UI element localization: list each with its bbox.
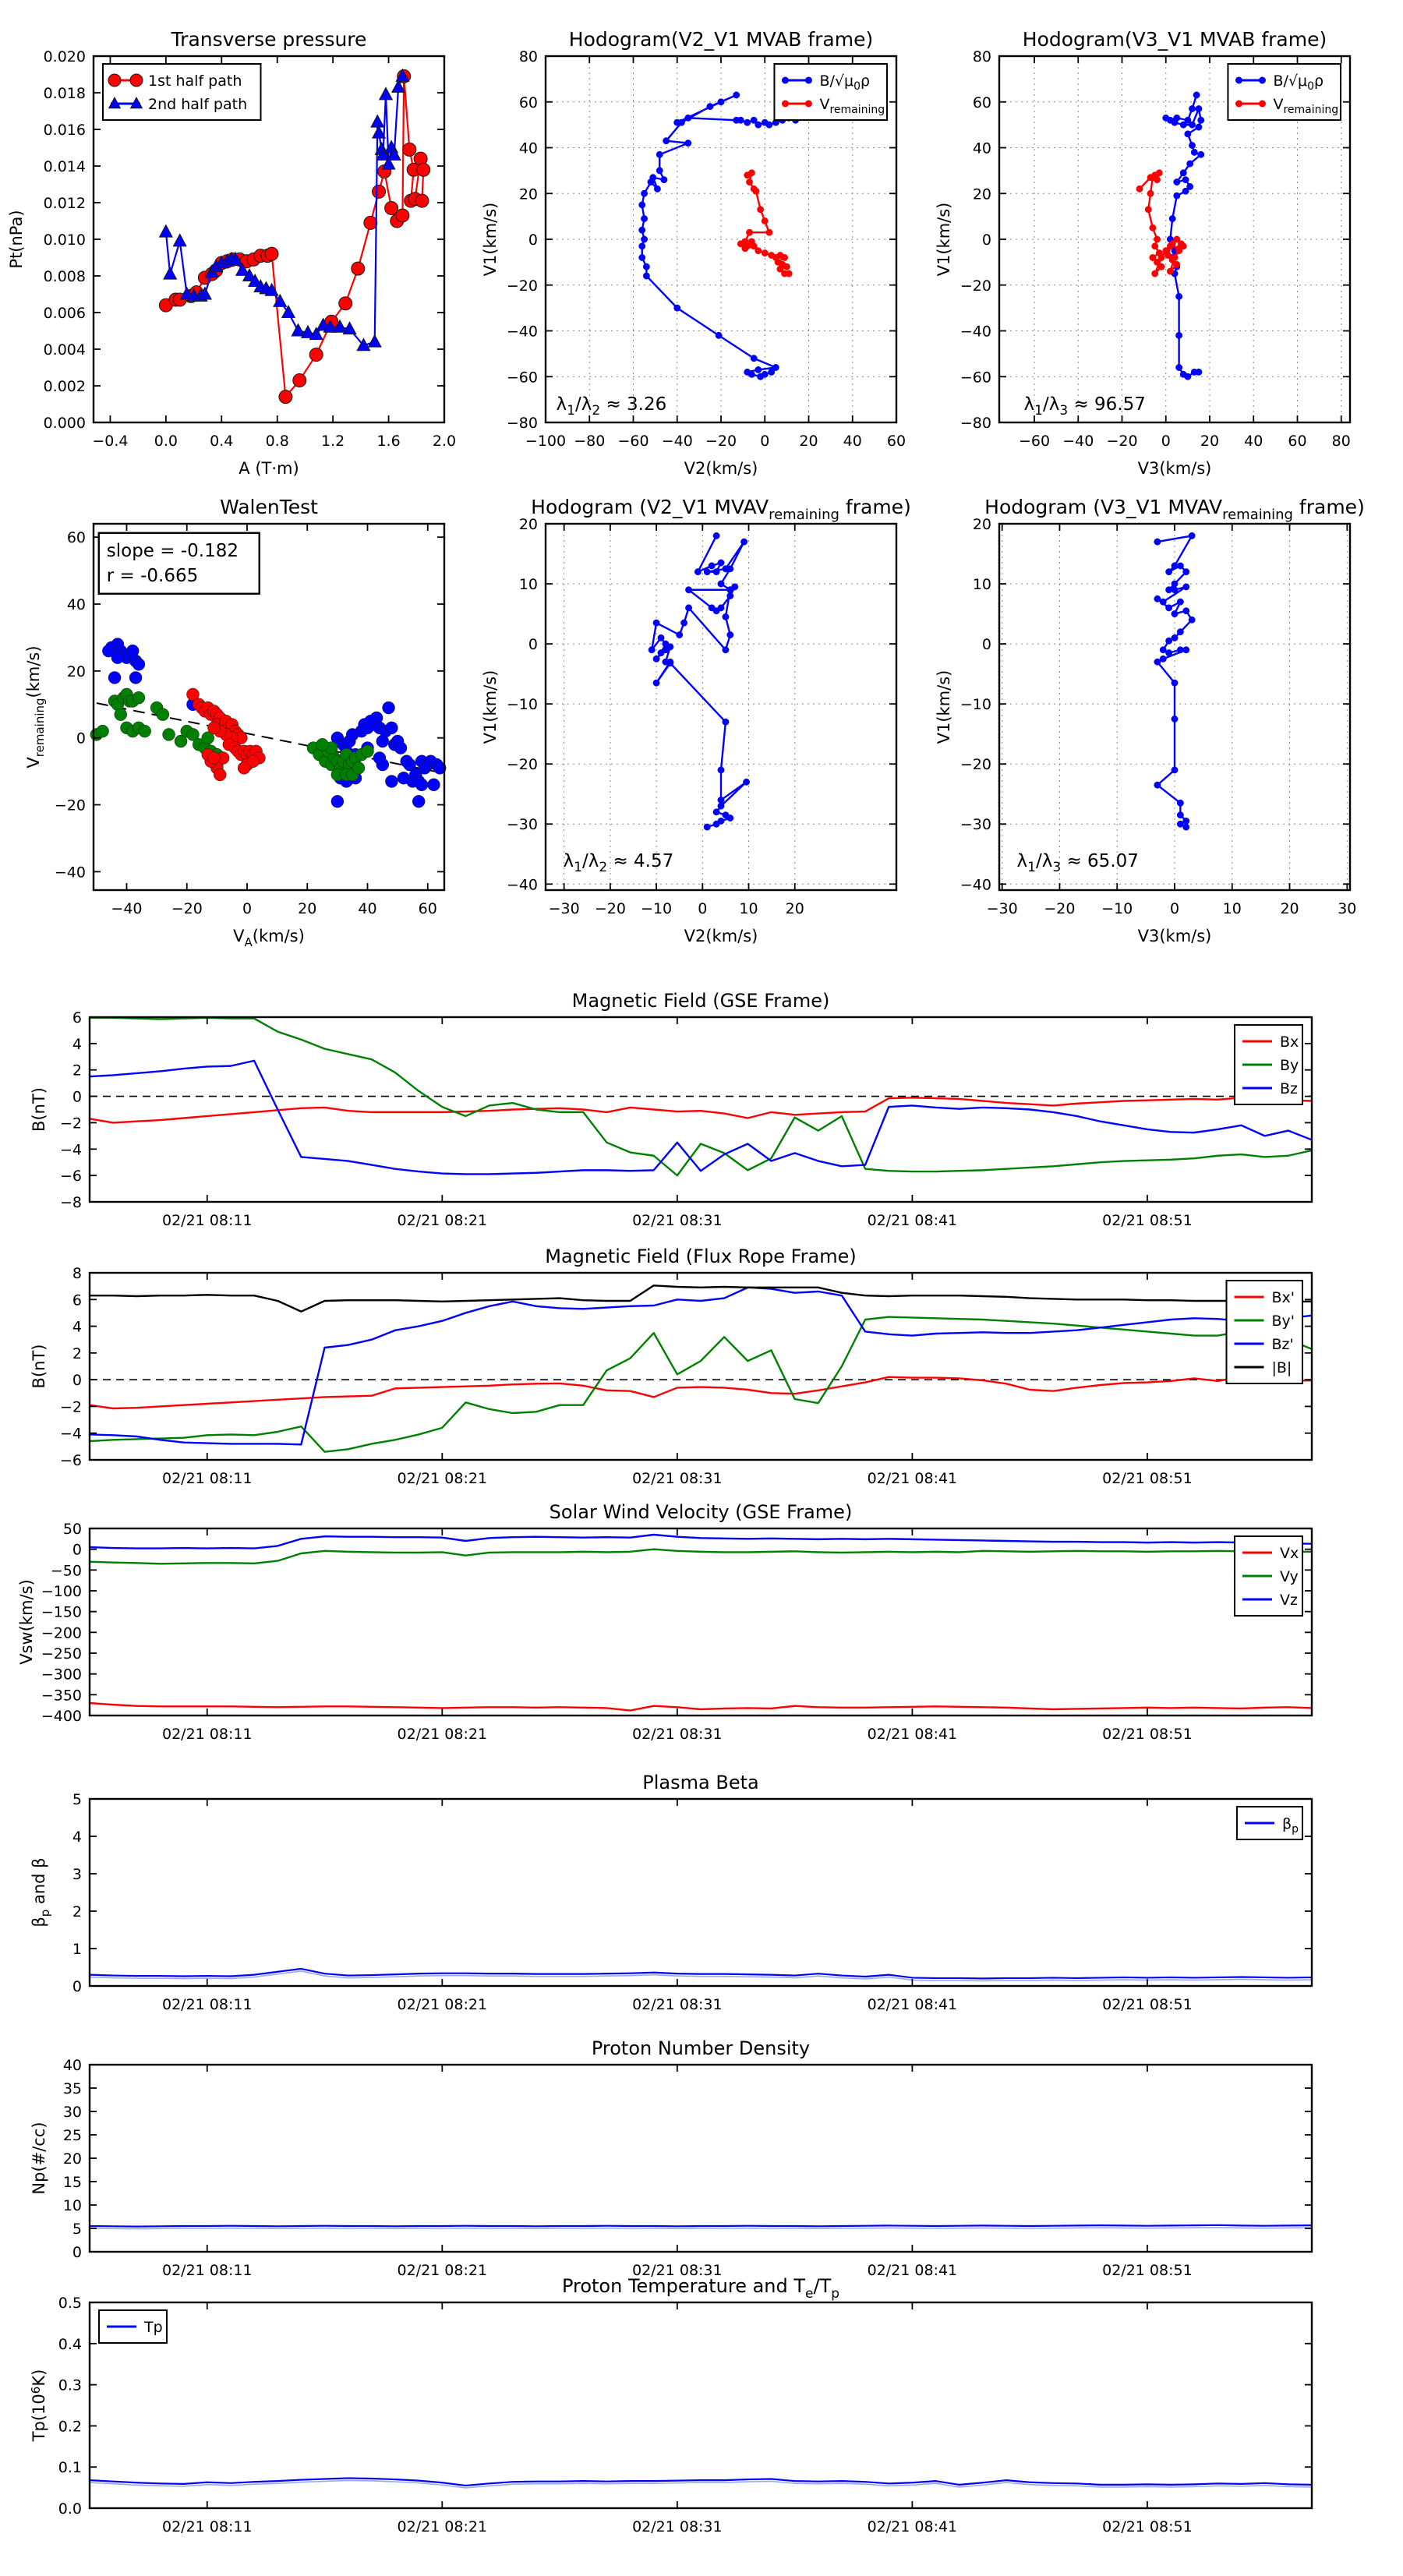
svg-text:Vremaining: $V_{remaining}$ bbox=[1273, 96, 1339, 116]
bfr-ytick: 6 bbox=[72, 1292, 82, 1309]
np-title: Proton Number Density bbox=[591, 2037, 811, 2059]
hod2-legend bbox=[1228, 64, 1341, 120]
hod1-ytick: 0 bbox=[528, 231, 538, 249]
hod4-ylabel: V1(km/s) bbox=[935, 670, 953, 744]
np-ytick: 20 bbox=[62, 2150, 82, 2168]
tpk-ytick: 0.3 bbox=[58, 2376, 82, 2394]
hod2-annotation: $\lambda_1/\lambda_3 \approx 96.57$ bbox=[1023, 394, 1146, 419]
hod2-ylabel: V1(km/s) bbox=[935, 202, 953, 277]
hod4-ytick: 10 bbox=[972, 576, 991, 594]
walen-xlabel: $V_A(km/s)$ bbox=[233, 927, 305, 949]
walen-xtick: −20 bbox=[171, 900, 203, 917]
bgse-ytick: 6 bbox=[72, 1009, 82, 1027]
hod1-xtick: −100 bbox=[525, 433, 567, 450]
bfr-xtick: 02/21 08:41 bbox=[867, 1470, 958, 1487]
vsw-title: Solar Wind Velocity (GSE Frame) bbox=[549, 1501, 853, 1523]
hod3-series-v-path bbox=[648, 532, 750, 830]
walen-title: WalenTest bbox=[220, 496, 318, 518]
hod3-xtick: 10 bbox=[739, 900, 758, 917]
beta-xtick: 02/21 08:41 bbox=[867, 1996, 958, 2013]
bgse-ytick: −6 bbox=[59, 1168, 82, 1186]
hod1-ytick: −20 bbox=[506, 277, 538, 295]
chart-beta bbox=[30, 1772, 1312, 2013]
hod4-series-v-path bbox=[1154, 532, 1196, 830]
hod2-xtick: 20 bbox=[1200, 433, 1220, 450]
hod2-xtick: 60 bbox=[1288, 433, 1307, 450]
tp-title: Transverse pressure bbox=[171, 28, 367, 51]
hod2-series-V-remaining bbox=[1136, 170, 1187, 277]
hod2-xtick: −20 bbox=[1106, 433, 1138, 450]
bgse-ytick: −2 bbox=[59, 1115, 82, 1133]
svg-text:Bz': Bz' bbox=[1271, 1336, 1294, 1353]
walen-xtick: 60 bbox=[418, 900, 437, 917]
hod2-xtick: −40 bbox=[1062, 433, 1094, 450]
hod3-title: Hodogram (V2_V1 $MVAV_{remaining}$ frame) bbox=[531, 496, 911, 523]
beta-ytick: 5 bbox=[72, 1791, 82, 1808]
chart-hod4 bbox=[935, 496, 1365, 945]
walen-annotation: r = -0.665 bbox=[106, 565, 199, 586]
bgse-xtick: 02/21 08:31 bbox=[632, 1212, 723, 1229]
tp-ytick: 0.010 bbox=[43, 231, 86, 249]
np-ytick: 35 bbox=[62, 2080, 82, 2097]
hod4-ytick: −10 bbox=[959, 696, 991, 714]
svg-text:Bx: Bx bbox=[1280, 1034, 1299, 1051]
bgse-title: Magnetic Field (GSE Frame) bbox=[571, 990, 830, 1012]
beta-legend bbox=[1237, 1807, 1302, 1839]
vsw-legend bbox=[1235, 1536, 1302, 1616]
walen-xtick: 20 bbox=[298, 900, 317, 917]
walen-ytick: −20 bbox=[54, 797, 86, 814]
np-series-Np bbox=[90, 2225, 1312, 2229]
hod2-ytick: 20 bbox=[972, 186, 991, 203]
bfr-series-By-prime bbox=[90, 1317, 1312, 1452]
bfr-xtick: 02/21 08:11 bbox=[161, 1470, 253, 1487]
chart-tpk bbox=[29, 2275, 1312, 2535]
hod1-xtick: −20 bbox=[705, 433, 737, 450]
hod1-xtick: 60 bbox=[886, 433, 906, 450]
hod4-title: Hodogram (V3_V1 $MVAV_{remaining}$ frame) bbox=[984, 496, 1365, 523]
hod3-annotation: $\lambda_1/\lambda_2 \approx 4.57$ bbox=[563, 850, 674, 875]
vsw-xtick: 02/21 08:41 bbox=[867, 1726, 958, 1743]
walen-series-cluster-blue bbox=[102, 638, 446, 808]
np-ytick: 5 bbox=[72, 2221, 82, 2238]
svg-text:Vy: Vy bbox=[1280, 1568, 1299, 1585]
walen-ytick: −40 bbox=[54, 864, 86, 882]
hod2-ytick: −80 bbox=[959, 415, 991, 432]
hod4-xtick: 0 bbox=[1169, 900, 1180, 917]
tp-ytick: 0.006 bbox=[43, 305, 86, 322]
np-ylabel: Np(#/cc) bbox=[30, 2122, 48, 2195]
bfr-series-Bz-prime bbox=[90, 1288, 1312, 1444]
hod3-xlabel: V2(km/s) bbox=[684, 927, 758, 945]
vsw-ytick: −300 bbox=[41, 1666, 82, 1684]
svg-text:By': By' bbox=[1271, 1313, 1295, 1330]
bfr-series-Bx-prime bbox=[90, 1377, 1312, 1408]
hod4-xlabel: V3(km/s) bbox=[1137, 927, 1212, 945]
bfr-ytick: 2 bbox=[72, 1345, 82, 1362]
walen-xtick: 0 bbox=[242, 900, 253, 917]
bfr-title: Magnetic Field (Flux Rope Frame) bbox=[545, 1246, 857, 1267]
hod3-xtick: −10 bbox=[641, 900, 673, 917]
hod1-ytick: 80 bbox=[518, 48, 538, 65]
tpk-ytick: 0.5 bbox=[58, 2295, 82, 2312]
hod2-ytick: −40 bbox=[959, 323, 991, 341]
bgse-xtick: 02/21 08:11 bbox=[161, 1212, 253, 1229]
hod2-xtick: 40 bbox=[1244, 433, 1263, 450]
beta-ylabel: $\beta_p$ and β bbox=[30, 1857, 52, 1928]
bfr-ytick: −2 bbox=[59, 1398, 82, 1416]
beta-xtick: 02/21 08:21 bbox=[397, 1996, 488, 2013]
tp-ytick: 0.008 bbox=[43, 268, 86, 285]
bgse-series-Bz bbox=[90, 1061, 1312, 1175]
tp-ylabel: Pt(nPa) bbox=[7, 210, 26, 269]
chart-walen bbox=[24, 496, 446, 949]
tpk-ytick: 0.2 bbox=[58, 2418, 82, 2436]
svg-text:Tp: Tp bbox=[144, 2319, 163, 2336]
bgse-legend bbox=[1235, 1025, 1302, 1104]
chart-hod1 bbox=[481, 28, 906, 478]
hod1-series-V-remaining bbox=[737, 170, 792, 277]
beta-title: Plasma Beta bbox=[642, 1772, 759, 1793]
hod3-xtick: 0 bbox=[698, 900, 708, 917]
np-xtick: 02/21 08:51 bbox=[1102, 2262, 1193, 2279]
hod1-ytick: −60 bbox=[506, 369, 538, 387]
vsw-ytick: −200 bbox=[41, 1624, 82, 1642]
vsw-ytick: −400 bbox=[41, 1708, 82, 1725]
beta-ytick: 1 bbox=[72, 1941, 82, 1958]
walen-xtick: 40 bbox=[358, 900, 377, 917]
chart-hod2 bbox=[935, 28, 1351, 478]
tpk-ylabel: $Tp(10^6K)$ bbox=[29, 2369, 48, 2442]
tp-ytick: 0.018 bbox=[43, 85, 86, 102]
bfr-ytick: −4 bbox=[59, 1425, 82, 1443]
walen-ytick: 0 bbox=[76, 730, 86, 747]
chart-vsw bbox=[17, 1501, 1312, 1743]
hod1-legend bbox=[774, 64, 887, 120]
walen-xtick: −40 bbox=[111, 900, 143, 917]
bfr-xtick: 02/21 08:51 bbox=[1102, 1470, 1193, 1487]
bfr-legend bbox=[1227, 1281, 1303, 1383]
tp-xtick: 2.0 bbox=[432, 433, 457, 450]
bgse-ytick: 4 bbox=[72, 1035, 82, 1053]
hod4-ytick: −20 bbox=[959, 756, 991, 774]
bfr-ylabel: B(nT) bbox=[30, 1344, 48, 1389]
tpk-ytick: 0.4 bbox=[58, 2335, 82, 2353]
tp-ytick: 0.020 bbox=[43, 48, 86, 65]
chart-hod3 bbox=[481, 496, 911, 945]
bfr-xtick: 02/21 08:21 bbox=[397, 1470, 488, 1487]
hod3-ytick: −30 bbox=[506, 816, 538, 834]
bgse-ytick: 0 bbox=[72, 1088, 82, 1106]
hod2-xtick: −60 bbox=[1018, 433, 1051, 450]
hod3-xtick: 20 bbox=[785, 900, 804, 917]
hod1-series-B-alfven bbox=[639, 92, 799, 380]
vsw-ytick: −350 bbox=[41, 1687, 82, 1705]
hod1-ylabel: V1(km/s) bbox=[481, 202, 500, 277]
np-ytick: 10 bbox=[62, 2197, 82, 2214]
np-xtick: 02/21 08:31 bbox=[632, 2262, 723, 2279]
svg-text:βp: $\beta_p$ bbox=[1281, 1815, 1299, 1836]
hod1-xtick: −40 bbox=[661, 433, 693, 450]
hod1-xtick: 0 bbox=[760, 433, 770, 450]
np-ytick: 30 bbox=[62, 2104, 82, 2121]
svg-text:|B|: |B| bbox=[1271, 1359, 1292, 1376]
hod3-xtick: −20 bbox=[594, 900, 626, 917]
tpk-legend bbox=[99, 2310, 167, 2343]
vsw-ytick: 50 bbox=[62, 1521, 82, 1538]
hod1-xlabel: V2(km/s) bbox=[684, 459, 758, 478]
beta-xtick: 02/21 08:11 bbox=[161, 1996, 253, 2013]
hod1-ytick: 20 bbox=[518, 186, 538, 203]
bfr-xtick: 02/21 08:31 bbox=[632, 1470, 723, 1487]
hod2-ytick: 80 bbox=[972, 48, 991, 65]
hod2-title: Hodogram(V3_V1 MVAB frame) bbox=[1022, 28, 1327, 51]
svg-text:Vx: Vx bbox=[1280, 1545, 1299, 1562]
bgse-ytick: 2 bbox=[72, 1062, 82, 1080]
walen-ylabel: $V_{remaining}(km/s)$ bbox=[24, 645, 47, 769]
hod1-ytick: −80 bbox=[506, 415, 538, 432]
tp-ytick: 0.016 bbox=[43, 122, 86, 139]
svg-text:By: By bbox=[1280, 1057, 1299, 1074]
chart-bfr bbox=[30, 1246, 1312, 1487]
beta-ytick: 3 bbox=[72, 1866, 82, 1883]
tp-ytick: 0.012 bbox=[43, 195, 86, 212]
bgse-xtick: 02/21 08:41 bbox=[867, 1212, 958, 1229]
tp-xtick: −0.4 bbox=[92, 433, 129, 450]
hod1-xtick: 40 bbox=[843, 433, 862, 450]
np-ytick: 0 bbox=[72, 2244, 82, 2261]
tp-xlabel: A (T·m) bbox=[239, 459, 299, 478]
vsw-ylabel: Vsw(km/s) bbox=[17, 1579, 36, 1665]
np-ytick: 40 bbox=[62, 2057, 82, 2074]
bgse-ytick: −8 bbox=[59, 1194, 82, 1211]
tpk-ytick: 0.1 bbox=[58, 2459, 82, 2477]
np-ytick: 25 bbox=[62, 2127, 82, 2144]
chart-bgse bbox=[30, 990, 1312, 1229]
svg-text:Bx': Bx' bbox=[1271, 1289, 1295, 1306]
vsw-ytick: −50 bbox=[50, 1562, 82, 1580]
hod4-ytick: −30 bbox=[959, 816, 991, 834]
hod2-ytick: 60 bbox=[972, 94, 991, 111]
tp-ytick: 0.004 bbox=[43, 341, 86, 359]
hod4-ytick: 20 bbox=[972, 516, 991, 533]
walen-annotation: slope = -0.182 bbox=[106, 540, 239, 561]
svg-text:2nd half path: 2nd half path bbox=[148, 96, 248, 113]
vsw-xtick: 02/21 08:21 bbox=[397, 1726, 488, 1743]
svg-text:B/√μ0ρ: $B/√\mu_0\rho$ bbox=[1273, 72, 1324, 93]
tp-ytick: 0.014 bbox=[43, 158, 86, 175]
hod4-xtick: 10 bbox=[1222, 900, 1242, 917]
walen-ytick: 20 bbox=[66, 663, 86, 680]
hod4-ytick: 0 bbox=[981, 636, 991, 654]
hod4-annotation: $\lambda_1/\lambda_3 \approx 65.07$ bbox=[1016, 850, 1139, 875]
vsw-xtick: 02/21 08:51 bbox=[1102, 1726, 1193, 1743]
vsw-ytick: 0 bbox=[72, 1541, 82, 1559]
beta-xtick: 02/21 08:51 bbox=[1102, 1996, 1193, 2013]
vsw-series-Vz bbox=[90, 1535, 1312, 1549]
hod4-ytick: −40 bbox=[959, 876, 991, 894]
hod3-ytick: 0 bbox=[528, 636, 538, 654]
tp-xtick: 1.6 bbox=[376, 433, 401, 450]
vsw-ytick: −100 bbox=[41, 1583, 82, 1600]
hod3-xtick: −30 bbox=[548, 900, 580, 917]
tp-legend bbox=[103, 64, 261, 120]
bgse-xtick: 02/21 08:21 bbox=[397, 1212, 488, 1229]
vsw-xtick: 02/21 08:31 bbox=[632, 1726, 723, 1743]
hod4-xtick: 20 bbox=[1280, 900, 1299, 917]
hod1-annotation: $\lambda_1/\lambda_2 \approx 3.26$ bbox=[556, 394, 667, 419]
tp-xtick: 0.4 bbox=[210, 433, 234, 450]
hod4-xtick: −20 bbox=[1044, 900, 1076, 917]
tpk-xtick: 02/21 08:21 bbox=[397, 2518, 488, 2535]
walen-ytick: 40 bbox=[66, 596, 86, 614]
hod1-xtick: −60 bbox=[617, 433, 649, 450]
hod3-ytick: −40 bbox=[506, 876, 538, 894]
tp-ytick: 0.000 bbox=[43, 415, 86, 432]
beta-ytick: 0 bbox=[72, 1978, 82, 1995]
hod4-xtick: −30 bbox=[986, 900, 1018, 917]
svg-text:1st half path: 1st half path bbox=[148, 72, 242, 90]
np-ytick: 15 bbox=[62, 2174, 82, 2191]
chart-np bbox=[30, 2037, 1312, 2279]
hod1-ytick: 60 bbox=[518, 94, 538, 111]
bfr-ytick: 8 bbox=[72, 1265, 82, 1282]
hod1-ytick: 40 bbox=[518, 140, 538, 157]
tpk-xtick: 02/21 08:31 bbox=[632, 2518, 723, 2535]
svg-text:Bz: Bz bbox=[1280, 1080, 1299, 1097]
hod1-xtick: 20 bbox=[799, 433, 818, 450]
hod3-ytick: −20 bbox=[506, 756, 538, 774]
svg-text:Vz: Vz bbox=[1280, 1592, 1298, 1609]
hod2-ytick: −20 bbox=[959, 277, 991, 295]
hod3-ylabel: V1(km/s) bbox=[481, 670, 500, 744]
hod1-title: Hodogram(V2_V1 MVAB frame) bbox=[568, 28, 874, 51]
hod2-xlabel: V3(km/s) bbox=[1137, 459, 1212, 478]
bfr-series-B-mag bbox=[90, 1285, 1312, 1311]
beta-ytick: 4 bbox=[72, 1829, 82, 1846]
bfr-ytick: 0 bbox=[72, 1372, 82, 1390]
beta-series-beta-p bbox=[90, 1969, 1312, 1981]
hod3-ytick: 20 bbox=[518, 516, 538, 533]
hod2-ytick: −60 bbox=[959, 369, 991, 387]
hod4-xtick: 30 bbox=[1338, 900, 1357, 917]
np-xtick: 02/21 08:21 bbox=[397, 2262, 488, 2279]
hod1-ytick: −40 bbox=[506, 323, 538, 341]
tpk-series-Tp bbox=[90, 2478, 1312, 2488]
beta-xtick: 02/21 08:31 bbox=[632, 1996, 723, 2013]
tpk-ytick: 0.0 bbox=[58, 2500, 82, 2518]
vsw-ytick: −150 bbox=[41, 1603, 82, 1621]
bfr-ytick: −6 bbox=[59, 1452, 82, 1469]
hod4-xtick: −10 bbox=[1101, 900, 1133, 917]
tpk-title: Proton Temperature and $T_e/T_p$ bbox=[561, 2275, 840, 2302]
vsw-xtick: 02/21 08:11 bbox=[161, 1726, 253, 1743]
np-xtick: 02/21 08:11 bbox=[161, 2262, 253, 2279]
walen-ytick: 60 bbox=[66, 529, 86, 547]
vsw-ytick: −250 bbox=[41, 1645, 82, 1663]
vsw-series-Vx bbox=[90, 1703, 1312, 1711]
bgse-xtick: 02/21 08:51 bbox=[1102, 1212, 1193, 1229]
bfr-ytick: 4 bbox=[72, 1318, 82, 1336]
hod3-ytick: 10 bbox=[518, 576, 538, 594]
tp-xtick: 1.2 bbox=[321, 433, 345, 450]
beta-ytick: 2 bbox=[72, 1903, 82, 1921]
hod2-xtick: 0 bbox=[1161, 433, 1171, 450]
hod2-ytick: 0 bbox=[981, 231, 991, 249]
tp-xtick: 0.0 bbox=[154, 433, 178, 450]
hod3-ytick: −10 bbox=[506, 696, 538, 714]
np-xtick: 02/21 08:41 bbox=[867, 2262, 958, 2279]
hod1-xtick: −80 bbox=[574, 433, 606, 450]
tp-ytick: 0.002 bbox=[43, 378, 86, 395]
hod2-xtick: 80 bbox=[1331, 433, 1351, 450]
svg-text:Vremaining: $V_{remaining}$ bbox=[819, 96, 885, 116]
tpk-xtick: 02/21 08:51 bbox=[1102, 2518, 1193, 2535]
hod2-series-B-alfven bbox=[1163, 92, 1204, 380]
tpk-xtick: 02/21 08:11 bbox=[161, 2518, 253, 2535]
chart-tp bbox=[7, 28, 456, 478]
bgse-ylabel: B(nT) bbox=[30, 1087, 48, 1132]
hod2-ytick: 40 bbox=[972, 140, 991, 157]
bgse-ytick: −4 bbox=[59, 1141, 82, 1159]
tpk-xtick: 02/21 08:41 bbox=[867, 2518, 958, 2535]
vsw-series-Vy bbox=[90, 1549, 1312, 1564]
svg-text:B/√μ0ρ: $B/√\mu_0\rho$ bbox=[819, 72, 871, 93]
tp-xtick: 0.8 bbox=[265, 433, 289, 450]
